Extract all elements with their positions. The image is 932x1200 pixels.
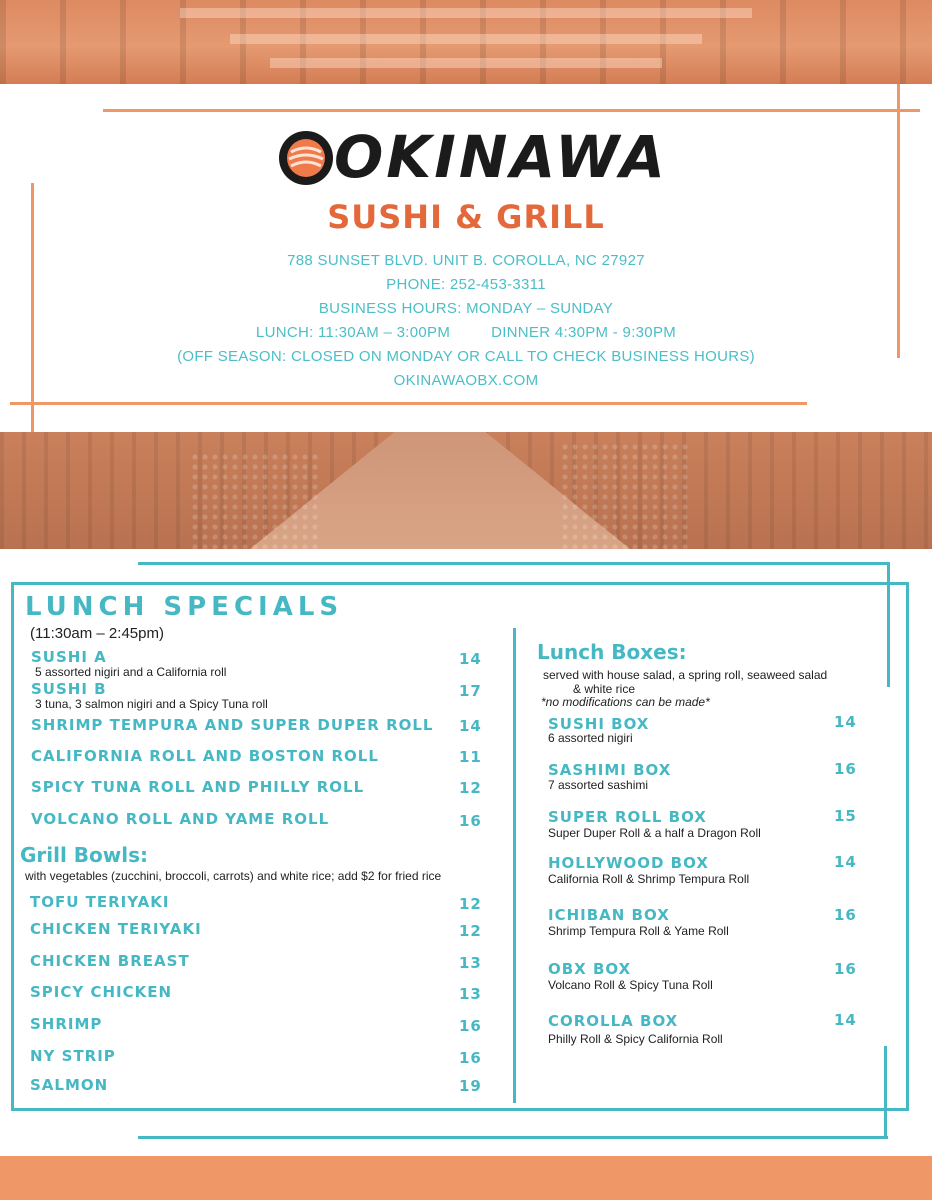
menu-item-name: VOLCANO ROLL AND YAME ROLL [31,810,330,828]
menu-frame-outer-right [887,562,890,687]
menu-item-desc: Super Duper Roll & a half a Dragon Roll [548,826,761,840]
menu-item-desc: California Roll & Shrimp Tempura Roll [548,872,750,886]
address: 788 SUNSET BLVD. UNIT B. COROLLA, NC 27927 [287,252,645,269]
menu-item-name: ICHIBAN BOX [548,906,670,924]
menu-item-desc: Volcano Roll & Spicy Tuna Roll [548,978,713,992]
menu-item-price: 13 [459,954,482,972]
menu-item-price: 16 [459,1017,482,1035]
menu-item-name: CHICKEN TERIYAKI [30,920,202,938]
grill-bowls-desc: with vegetables (zucchini, broccoli, carrots) and white rice; add $2 for fried rice [25,869,442,883]
menu-item-price: 14 [834,713,857,731]
menu-item-desc: 6 assorted nigiri [548,731,633,745]
menu-item-name: COROLLA BOX [548,1012,679,1030]
menu-item-price: 16 [834,960,857,978]
menu-item-name: CALIFORNIA ROLL AND BOSTON ROLL [31,747,379,765]
header-frame-top-line [103,109,920,112]
menu-item-price: 17 [459,682,482,700]
lunch-hours: LUNCH: 11:30AM – 3:00PM [255,324,451,341]
menu-frame-bottom [11,1108,909,1111]
menu-item-desc: 7 assorted sashimi [548,778,649,792]
brand-name: OKINAWA [334,123,668,191]
menu-item-price: 14 [834,853,857,871]
website-link[interactable]: OKINAWAOBX.COM [393,372,539,389]
menu-item-price: 14 [834,1011,857,1029]
menu-frame-top [11,582,909,585]
menu-frame-left [11,582,14,1111]
menu-item-desc: Philly Roll & Spicy California Roll [548,1032,723,1046]
sushi-roll-icon [276,128,336,188]
column-divider [513,628,516,1103]
path-banner-image [0,432,932,549]
menu-frame-outer-top [138,562,890,565]
menu-item-name: SUSHI BOX [548,715,650,733]
menu-item-price: 12 [459,922,482,940]
menu-item-name: SUPER ROLL BOX [548,808,707,826]
menu-item-name: OBX BOX [548,960,632,978]
phone: PHONE: 252-453-3311 [386,276,546,293]
menu-item-name: SUSHI B [31,680,107,698]
menu-item-price: 11 [459,748,482,766]
menu-item-name: SHRIMP TEMPURA AND SUPER DUPER ROLL [31,716,434,734]
footer-bar [0,1156,932,1200]
menu-item-desc: Shrimp Tempura Roll & Yame Roll [548,924,729,938]
menu-item-price: 16 [834,906,857,924]
menu-item-desc: 3 tuna, 3 salmon nigiri and a Spicy Tuna roll [35,697,268,711]
menu-item-desc: 5 assorted nigiri and a California roll [35,665,227,679]
off-season-note: (OFF SEASON: CLOSED ON MONDAY OR CALL TO CHECK BUSINESS HOURS) [177,348,755,365]
menu-item-name: NY STRIP [30,1047,116,1065]
menu-item-name: SUSHI A [31,648,107,666]
lunch-boxes-desc-cont: & white rice [573,682,636,696]
lunch-boxes-title: Lunch Boxes: [537,640,687,664]
menu-frame-outer-right-low [884,1046,887,1139]
grill-bowls-title: Grill Bowls: [20,843,149,867]
menu-frame-outer-bottom [138,1136,888,1139]
menu-item-price: 12 [459,895,482,913]
header-frame-bottom-line [10,402,807,405]
lunch-specials-time: (11:30am – 2:45pm) [30,625,164,642]
menu-frame-right [906,582,909,1111]
meal-hours [0,324,932,341]
lunch-specials-title: LUNCH SPECIALS [25,592,344,622]
menu-item-price: 16 [459,1049,482,1067]
brand-subtitle: SUSHI & GRILL [327,198,605,236]
menu-item-price: 16 [834,760,857,778]
menu-item-price: 19 [459,1077,482,1095]
menu-item-name: SALMON [30,1076,109,1094]
lunch-boxes-desc: served with house salad, a spring roll, seaweed salad [543,668,828,682]
business-hours: BUSINESS HOURS: MONDAY – SUNDAY [318,300,614,317]
dinner-hours: DINNER 4:30PM - 9:30PM [491,324,677,341]
menu-item-price: 12 [459,779,482,797]
menu-item-name: SHRIMP [30,1015,103,1033]
menu-item-name: HOLLYWOOD BOX [548,854,709,872]
menu-item-name: SASHIMI BOX [548,761,672,779]
lunch-boxes-note: *no modifications can be made* [541,695,710,709]
menu-item-price: 16 [459,812,482,830]
menu-item-price: 15 [834,807,857,825]
menu-item-name: SPICY TUNA ROLL AND PHILLY ROLL [31,778,365,796]
menu-item-name: CHICKEN BREAST [30,952,190,970]
menu-item-price: 14 [459,650,482,668]
top-banner-image [0,0,932,84]
brand-logo [276,122,666,194]
menu-item-price: 13 [459,985,482,1003]
menu-item-name: TOFU TERIYAKI [30,893,170,911]
menu-item-name: SPICY CHICKEN [30,983,173,1001]
menu-item-price: 14 [459,717,482,735]
